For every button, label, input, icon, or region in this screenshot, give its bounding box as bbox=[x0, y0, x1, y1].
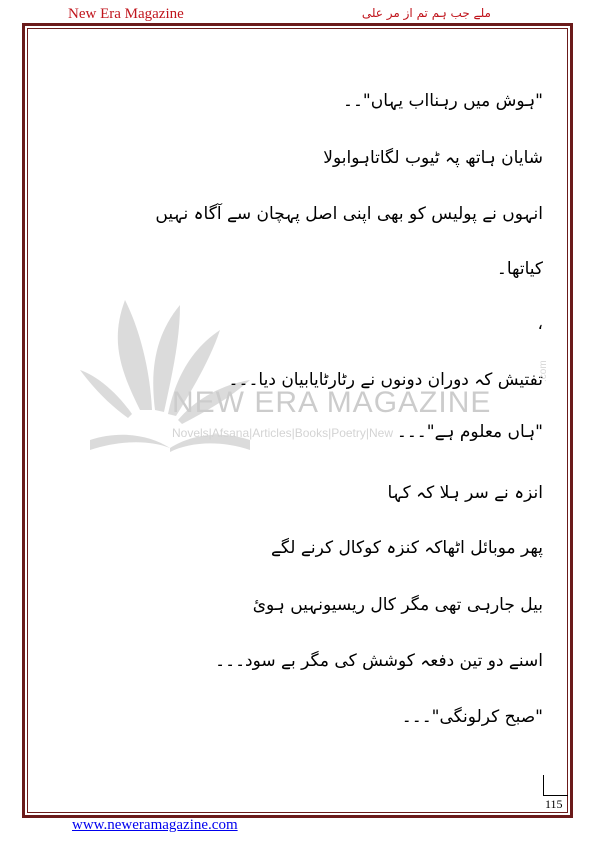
text-line: "ہاں معلوم ہے"۔۔۔ bbox=[396, 422, 543, 442]
text-line: کیاتھا۔ bbox=[496, 259, 543, 279]
page-number-rule-horizontal bbox=[543, 795, 568, 796]
header-story-credit: ملے جب ہم تم از مر علی bbox=[361, 6, 491, 20]
watermark-title: NEW ERA MAGAZINE bbox=[172, 386, 492, 419]
page-number-rule-vertical bbox=[543, 775, 544, 795]
text-line: شایان ہاتھ پہ ٹیوب لگاتاہوابولا bbox=[323, 148, 543, 168]
text-line: ، bbox=[537, 314, 543, 334]
text-line: انزہ نے سر ہلا کہ کہا bbox=[387, 483, 543, 503]
text-line: "صبح کرلونگی"۔۔۔ bbox=[401, 707, 543, 727]
watermark-domain-suffix: .com bbox=[538, 360, 549, 382]
header-magazine-name: New Era Magazine bbox=[68, 6, 184, 22]
text-line: اسنے دو تین دفعہ کوشش کی مگر بے سود۔۔۔ bbox=[215, 651, 543, 671]
watermark-subtitle: Novels|Afsana|Articles|Books|Poetry|New bbox=[172, 426, 394, 440]
text-line: بیل جارہی تھی مگر کال ریسیونہیں ہوئ bbox=[252, 595, 543, 615]
text-line: انہوں نے پولیس کو بھی اپنی اصل پہچان سے آگاہ نہیں bbox=[155, 204, 543, 224]
website-link[interactable]: www.neweramagazine.com bbox=[72, 817, 238, 833]
page-number: 115 bbox=[545, 797, 563, 811]
text-line: تفتیش کہ دوران دونوں نے رٹارٹایابیان دیا۔۔۔ bbox=[228, 370, 543, 390]
text-line: "ہوش میں رہنااب یہاں"۔۔ bbox=[342, 91, 543, 111]
text-line: پھر موبائل اٹھاکہ کنزہ کوکال کرنے لگے bbox=[270, 538, 543, 558]
